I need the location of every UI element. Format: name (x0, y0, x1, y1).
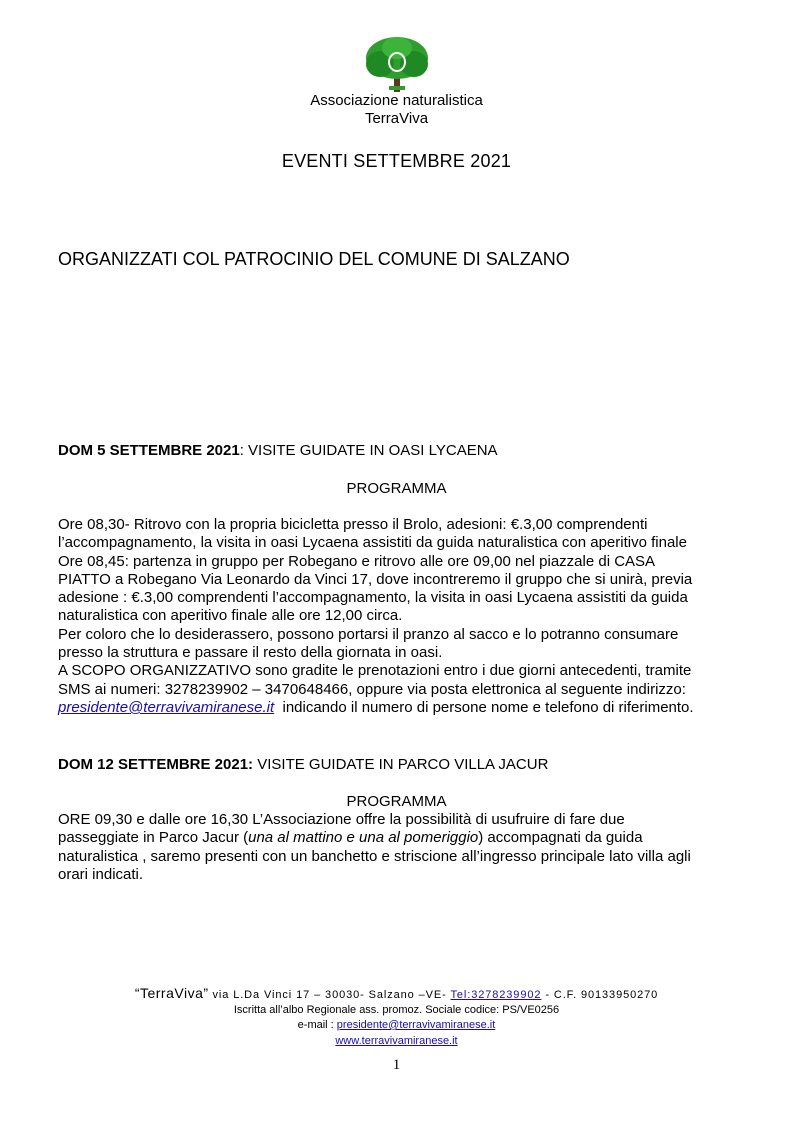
event-1-line: Per coloro che lo desiderassero, possono portarsi il pranzo al sacco e lo potranno consumare (58, 625, 679, 643)
event-2-line-part: passeggiate in Parco Jacur ( (58, 829, 249, 847)
organization-type: Associazione naturalistica (310, 92, 483, 109)
event-1-email-link[interactable]: presidente@terravivamiranese.it (58, 698, 275, 716)
event-1-title: : VISITE GUIDATE IN OASI LYCAENA (239, 442, 498, 459)
event-1-line-rest: indicando il numero di persone nome e telefono di riferimento. (274, 698, 694, 716)
footer-email-line (0, 1018, 793, 1033)
event-2-description (58, 811, 748, 884)
footer-register: Iscritta all’albo Regionale ass. promoz. Sociale codice: PS/VE0256 (233, 1004, 560, 1016)
event-2-line-italic: una al mattino e una al pomeriggio (248, 829, 479, 847)
event-2-date: DOM 12 SETTEMBRE 2021: (58, 756, 254, 773)
page-title: EVENTI SETTEMBRE 2021 (281, 151, 512, 171)
event-1-line: Ore 08,45: partenza in gruppo per Robegano e ritrovo alle ore 09,00 nel piazzale di CASA (58, 552, 656, 570)
event-2-heading (58, 756, 548, 774)
footer-email-label: e-mail : (297, 1019, 337, 1031)
organization-name: TerraViva (364, 110, 429, 127)
page-number: 1 (392, 1057, 401, 1073)
event-2-title: VISITE GUIDATE IN PARCO VILLA JACUR (253, 756, 549, 773)
event-1-line: A SCOPO ORGANIZZATIVO sono gradite le prenotazioni entro i due giorni antecedenti, tramite (58, 662, 692, 680)
footer-brand: “TerraViva” (134, 985, 209, 1001)
event-1-line: SMS ai numeri: 3278239902 – 3470648466, oppure via posta elettronica al seguente indirizzo: (58, 680, 686, 698)
event-1-line: naturalistica con aperitivo finale alle ore 12,00 circa. (58, 607, 403, 625)
footer-website-line (0, 1034, 793, 1049)
event-1-line: Ore 08,30- Ritrovo con la propria bicicletta presso il Brolo, adesioni: €.3,00 comprendenti (58, 516, 648, 533)
event-1-date: DOM 5 SETTEMBRE 2021 (58, 442, 240, 459)
event-1-program-label: PROGRAMMA (346, 480, 447, 497)
event-2-program-label: PROGRAMMA (346, 793, 447, 810)
event-1-line: adesione : €.3,00 comprendenti l’accompagnamento, la visita in oasi Lycaena assistiti da guida (58, 589, 688, 607)
event-2-line (58, 829, 748, 847)
event-1-description (58, 516, 748, 717)
footer-address-line (0, 986, 793, 1003)
footer-website-link[interactable]: www.terravivamiranese.it (335, 1035, 458, 1047)
event-1-heading (58, 442, 498, 460)
tree-icon (364, 36, 430, 94)
event-1-line (58, 699, 748, 717)
event-1-line: presso la struttura e passare il resto della giornata in oasi. (58, 644, 443, 662)
event-1-line: PIATTO a Robegano Via Leonardo da Vinci 17, dove incontreremo il gruppo che si unirà, previa (58, 570, 693, 588)
event-2-line: orari indicati. (58, 865, 144, 883)
footer-cf: - C.F. 90133950270 (541, 989, 659, 1001)
page-subtitle: ORGANIZZATI COL PATROCINIO DEL COMUNE DI SALZANO (58, 249, 570, 269)
event-2-line: ORE 09,30 e dalle ore 16,30 L’Associazione offre la possibilità di usufruire di fare due (58, 811, 625, 828)
footer-address: via L.Da Vinci 17 – 30030- Salzano –VE- (208, 989, 451, 1001)
event-1-line: l’accompagnamento, la visita in oasi Lycaena assistiti da guida naturalistica con aperitivo finale (58, 534, 687, 552)
event-2-line: naturalistica , saremo presenti con un banchetto e striscione all’ingresso principale lato villa agli (58, 847, 691, 865)
footer-phone-link[interactable]: Tel:3278239902 (450, 989, 542, 1001)
footer-email-link[interactable]: presidente@terravivamiranese.it (336, 1019, 496, 1031)
event-2-line-part: ) accompagnati da guida (478, 829, 643, 847)
